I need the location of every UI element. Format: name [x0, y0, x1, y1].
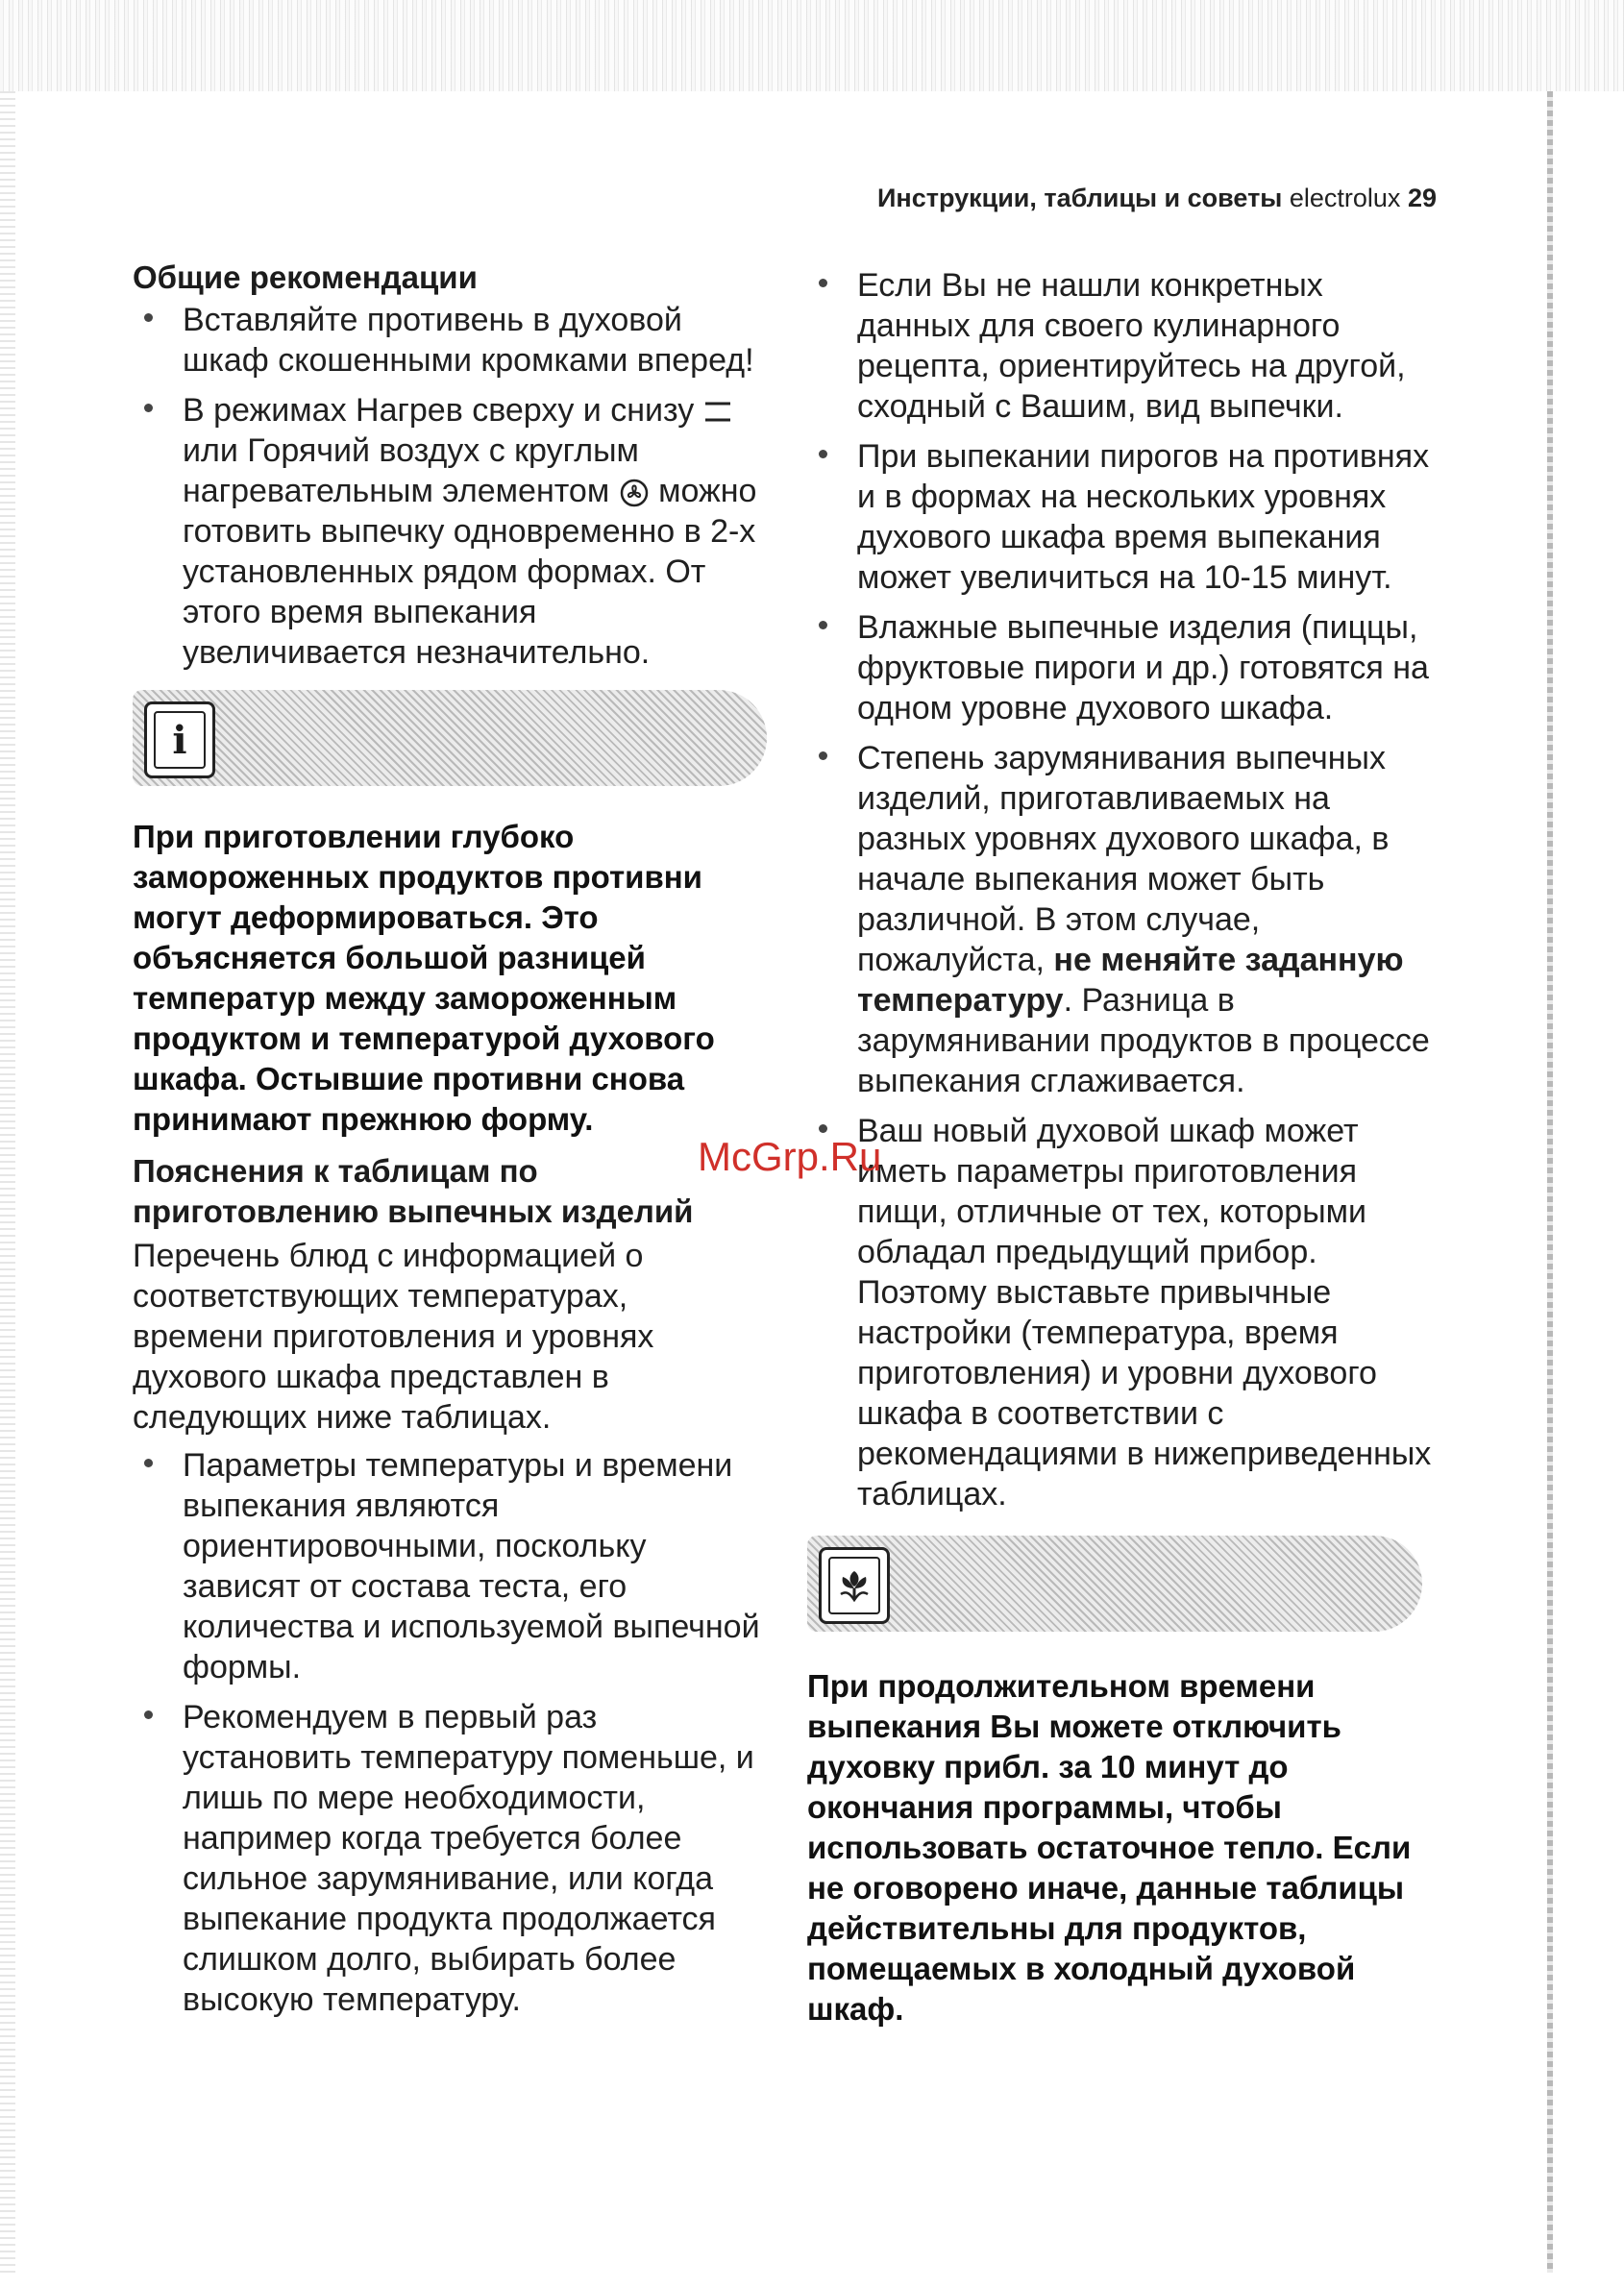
list-item: Рекомендуем в первый раз установить температуру поменьше, и лишь по мере необходимости, например когда требуется более сильное зарумянивание, или когда выпекание продукта продолжается слишком долго, выбирать более высокую температуру. [133, 1697, 767, 2020]
header-title: Инструкции, таблицы и советы [876, 184, 1283, 212]
fan-heat-icon [619, 478, 650, 508]
list-item: Вставляйте противень в духовой шкаф скошенными кромками вперед! [133, 300, 767, 381]
tables-bullet-list [133, 1445, 767, 2020]
top-bottom-heat-icon [703, 400, 732, 425]
bullet-icon [144, 1459, 153, 1467]
section-heading-tables: Пояснения к таблицам по приготовлению выпечных изделий [133, 1153, 694, 1229]
bullet-icon [819, 621, 827, 629]
info-icon: i [144, 701, 215, 778]
list-item: Ваш новый духовой шкаф может иметь параметры приготовления пищи, отличные от тех, которыми обладал предыдущий прибор. Поэтому выставьте привычные настройки (температура, время приготовления) и уровни духового шкафа в соответствии с рекомендациями в нижеприведенных таблицах. [807, 1111, 1441, 1514]
eco-flower-icon [819, 1547, 890, 1624]
freezing-warning: При приготовлении глубоко замороженных продуктов противни могут деформироваться. Это объясняется большой разницей температур между замороженным продуктом и температурой духового шкафа. Остывшие противни снова принимают прежнюю форму. [133, 819, 715, 1137]
bullet-icon [819, 751, 827, 760]
list-item: В режимах Нагрев сверху и снизу или Горячий воздух с круглым нагревательным элементом можно готовить выпечку одновременно в 2-х установленных рядом формах. От этого время выпекания увеличивается незначительно. [133, 390, 767, 673]
bullet-icon [819, 279, 827, 287]
scan-noise-left [0, 91, 15, 2273]
residual-heat-tip: При продолжительном времени выпекания Вы можете отключить духовку прибл. за 10 минут до окончания программы, чтобы использовать остаточное тепло. Если не оговорено иначе, данные таблицы действительны для продуктов, помещаемых в холодный духовой шкаф. [807, 1668, 1412, 2027]
bullet-icon [144, 404, 153, 412]
general-bullet-list [133, 300, 767, 673]
tables-intro: Перечень блюд с информацией о соответствующих температурах, времени приготовления и уровнях духового шкафа представлен в следующих ниже таблицах. [133, 1238, 654, 1436]
info-note-bar [133, 690, 767, 786]
scan-edge-right [1547, 91, 1553, 2273]
bullet-icon [819, 1124, 827, 1133]
bullet-icon [819, 450, 827, 458]
section-heading-general: Общие рекомендации [133, 259, 478, 295]
scan-noise-top [0, 0, 1624, 91]
left-column [133, 258, 767, 2030]
page-number: 29 [1407, 184, 1437, 212]
right-bullet-list [807, 265, 1441, 1514]
keep-temperature-emphasis: не меняйте заданную температуру [857, 942, 1404, 1019]
list-item: При выпекании пирогов на противнях и в формах на нескольких уровнях духового шкафа время выпекания может увеличиться на 10-15 минут. [807, 436, 1441, 598]
header-brand: electrolux [1289, 184, 1401, 212]
list-item: Влажные выпечные изделия (пиццы, фруктовые пироги и др.) готовятся на одном уровне духового шкафа. [807, 607, 1441, 728]
page-header [870, 184, 1437, 213]
watermark: McGrp.Ru [698, 1134, 882, 1179]
list-item: Параметры температуры и времени выпекания являются ориентировочными, поскольку зависят от состава теста, его количества и используемой выпечной формы. [133, 1445, 767, 1687]
list-item: Степень зарумянивания выпечных изделий, приготавливаемых на разных уровнях духового шкафа, в начале выпекания может быть различной. В этом случае, пожалуйста, не меняйте заданную температуру. Разница в зарумянивании продуктов в процессе выпекания сглаживается. [807, 738, 1441, 1101]
list-item: Если Вы не нашли конкретных данных для своего кулинарного рецепта, ориентируйтесь на другой, сходный с Вашим, вид выпечки. [807, 265, 1441, 427]
bullet-icon [144, 313, 153, 322]
bullet-icon [144, 1710, 153, 1719]
right-column [807, 265, 1441, 2030]
eco-note-bar [807, 1536, 1422, 1632]
